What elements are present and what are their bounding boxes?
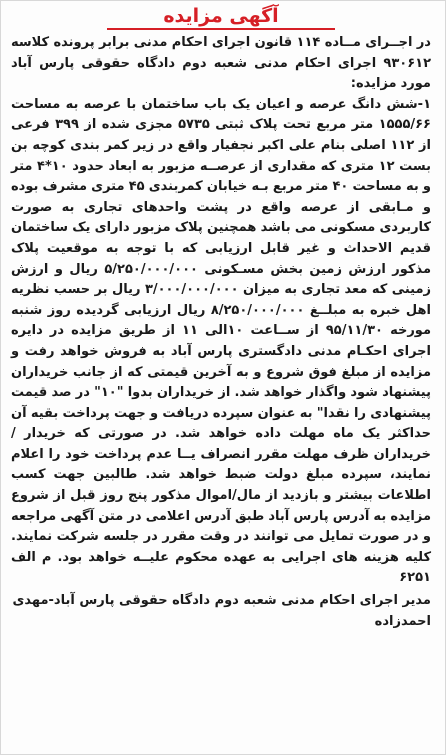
notice-item-paragraph: ۱-شش دانگ عرصه و اعیان یک باب ساختمان با عرصه به مساحت ۱۵۵۵/۶۶ متر مربع تحت پلاک ثبتی ۵۷۳۵ مجزی شده از ۳۹۹ فرعی از ۱۱۲ اصلی بنام علی اکبر نجفیار واقع در زیر کمر بندی کوچه بن بست ۱۲ متری که مقداری از عرصــه مزبور به ابعاد حدود ۱۰*۴ متر و به مساحت ۴۰ متر مربع بـه خیابان کمربندی ۴۵ متری مشرف بوده و مـابقی از عرصه واقع در پشت واحدهای تجاری به صورت کاربردی مسکونی می باشد همچنین پلاک مزبور دارای یک ساختمان قدیم الاحداث و غیر قابل ارزیابی که با توجه به موقعیت پلاک مذکور ارزش زمین بخش مسـکونی ۵/۲۵۰/۰۰۰/۰۰۰ ریال و ارزش زمینی که معد تجاری به میزان ۳/۰۰۰/۰۰۰/۰۰۰ ریال بر حسب نظریه اهل خبره به مبلــغ ۸/۲۵۰/۰۰۰/۰۰۰ ریال ارزیابی گردیده روز شنبه مورخه ۹۵/۱۱/۳۰ از ســاعت ۱۰الی ۱۱ از طریق مزایده در دایره اجرای احکـام مدنی دادگستری پارس آباد به فروش خواهد رفت و مزایده از مبلغ فوق شروع و به آخرین قیمتی که از جانب خریداران پیشنهاد شود واگذار خواهد شد. از خریداران بدوا "۱۰" در صد قیمت پیشنهادی را نقدا" به عنوان سپرده دریافت و جهت پرداخت بقیه آن حداکثر یک ماه مهلت داده خواهد شد. در صورتی که خریدار / خریداران ظرف مهلت مقرر انصراف یــا عدم پرداخت خود را اعلام نمایند، سپرده مبلغ دولت ضبط خواهد شد. طالبین جهت کسب اطلاعات بیشتر و بازدید از مال/اموال مذکور پنج روز قبل از شروع مزایده به آدرس پارس آباد طبق آدرس اعلامی در متن آگهی مراجعه و در صورت تمایل می توانند در وقت مقرر در جلسه شرکت نمایند. کلیه هزینه های اجرایی به عهده محکوم علیــه خواهد بود. م الف ۶۲۵۱	[11, 96, 432, 586]
notice-header	[11, 1, 431, 31]
notice-signature: مدیر اجرای احکام مدنی شعبه دوم دادگاه حقوقی پارس آباد-مهدی احمدزاده	[12, 593, 431, 629]
notice-title: آگهی مزایده	[163, 5, 279, 27]
notice-body	[11, 33, 431, 589]
title-underline	[107, 28, 335, 30]
notice-intro-paragraph: در اجــرای مــاده ۱۱۴ قانون اجرای احکام مدنی برابر پرونده کلاسه ۹۳۰۶۱۲ اجرای احکام مدنی شعبه دوم دادگاه حقوقی پارس آباد مورد مزایده:	[11, 35, 431, 92]
